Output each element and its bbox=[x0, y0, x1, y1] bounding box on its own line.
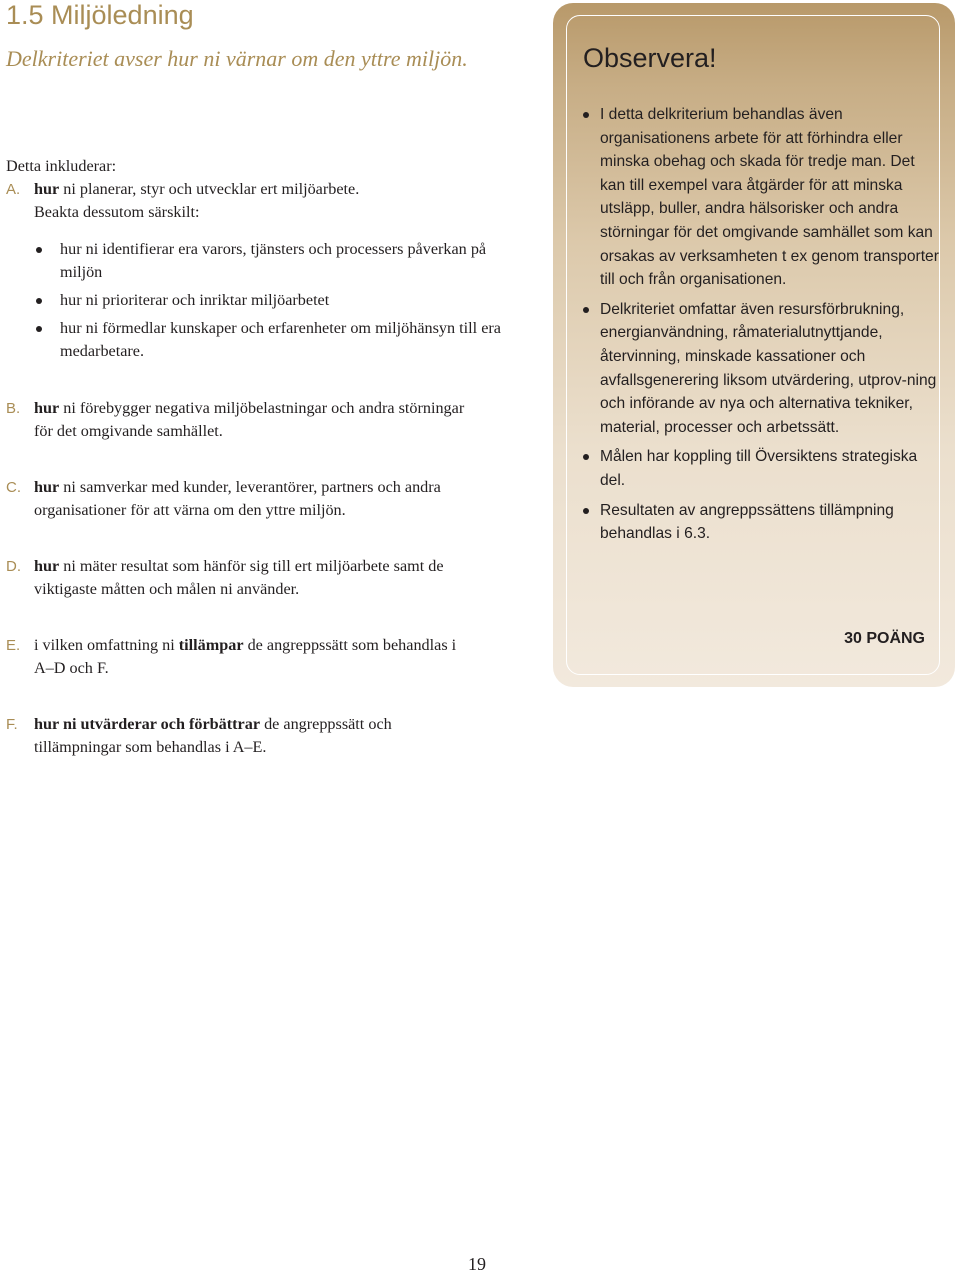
item-text: ni mäter resultat som hänför sig till ert miljöarbete samt de viktigaste måtten och målen ni använder. bbox=[34, 557, 444, 598]
criterion-item-c bbox=[6, 476, 486, 522]
item-a-bullet-list bbox=[34, 238, 504, 368]
item-keyword: hur ni utvärderar och förbättrar bbox=[34, 715, 261, 733]
item-letter: D. bbox=[6, 558, 21, 575]
criterion-item-d bbox=[6, 555, 506, 601]
list-item: hur ni förmedlar kunskaper och erfarenheter om miljöhänsyn till era medarbetare. bbox=[34, 317, 504, 363]
page-number: 19 bbox=[468, 1254, 486, 1274]
section-title: 1.5 Miljöledning bbox=[6, 0, 194, 30]
criterion-item-b bbox=[6, 397, 486, 443]
item-prefix: i vilken omfattning ni bbox=[34, 636, 179, 654]
item-letter: C. bbox=[6, 479, 21, 496]
item-letter: B. bbox=[6, 400, 21, 417]
item-keyword: hur bbox=[34, 180, 60, 198]
item-text: ni planerar, styr och utvecklar ert miljöarbete. bbox=[59, 180, 360, 198]
list-item: hur ni identifierar era varors, tjänsters och processers påverkan på miljön bbox=[34, 238, 504, 284]
points-label: 30 POÄNG bbox=[844, 630, 925, 647]
item-text: ni förebygger negativa miljöbelastningar och andra störningar för det omgivande samhället. bbox=[34, 399, 465, 440]
item-letter: A. bbox=[6, 181, 21, 198]
item-keyword: hur bbox=[34, 557, 60, 575]
item-text: ni samverkar med kunder, leverantörer, partners och andra organisationer för att värna om den yttre miljön. bbox=[34, 478, 441, 519]
item-keyword: tillämpar bbox=[178, 636, 244, 654]
intro-text: Detta inkluderar: bbox=[6, 157, 117, 175]
item-keyword: hur bbox=[34, 478, 60, 496]
list-item: I detta delkriterium behandlas även organisationens arbete för att förhindra eller minska obehag och skada för tredje man. Det kan till exempel vara åtgärder för att minska utsläpp, buller, andra hälsorisker och andra störningar för det omgivande samhället som kan orsakas av verksamheten t ex genom transporter till och från organisationen. bbox=[583, 103, 943, 292]
criterion-item-a bbox=[6, 178, 506, 224]
observe-bullet-list bbox=[583, 103, 943, 552]
list-item: hur ni prioriterar och inriktar miljöarbetet bbox=[34, 289, 504, 312]
section-subtitle: Delkriteriet avser hur ni värnar om den yttre miljön. bbox=[6, 46, 468, 71]
list-item: Målen har koppling till Översiktens strategiska del. bbox=[583, 445, 943, 492]
criterion-item-e bbox=[6, 634, 466, 680]
observe-title: Observera! bbox=[583, 43, 717, 73]
criterion-item-f bbox=[6, 713, 466, 759]
list-item: Resultaten av angreppssättens tillämpning behandlas i 6.3. bbox=[583, 499, 943, 546]
item-text: de angreppssätt som behandlas i A–D och F. bbox=[34, 636, 457, 677]
observe-box bbox=[553, 3, 955, 687]
item-letter: E. bbox=[6, 637, 21, 654]
item-text: de angreppssätt och tillämpningar som behandlas i A–E. bbox=[34, 715, 392, 756]
item-extra: Beakta dessutom särskilt: bbox=[34, 203, 200, 221]
item-keyword: hur bbox=[34, 399, 60, 417]
list-item: Delkriteriet omfattar även resursförbrukning, energianvändning, råmaterialutnyttjande, återvinning, minskade kassationer och avfallsgenerering liksom utvärdering, utprov-ning och införande av nya och alternativa tekniker, material, processer och arbetssätt. bbox=[583, 298, 943, 440]
item-letter: F. bbox=[6, 716, 18, 733]
